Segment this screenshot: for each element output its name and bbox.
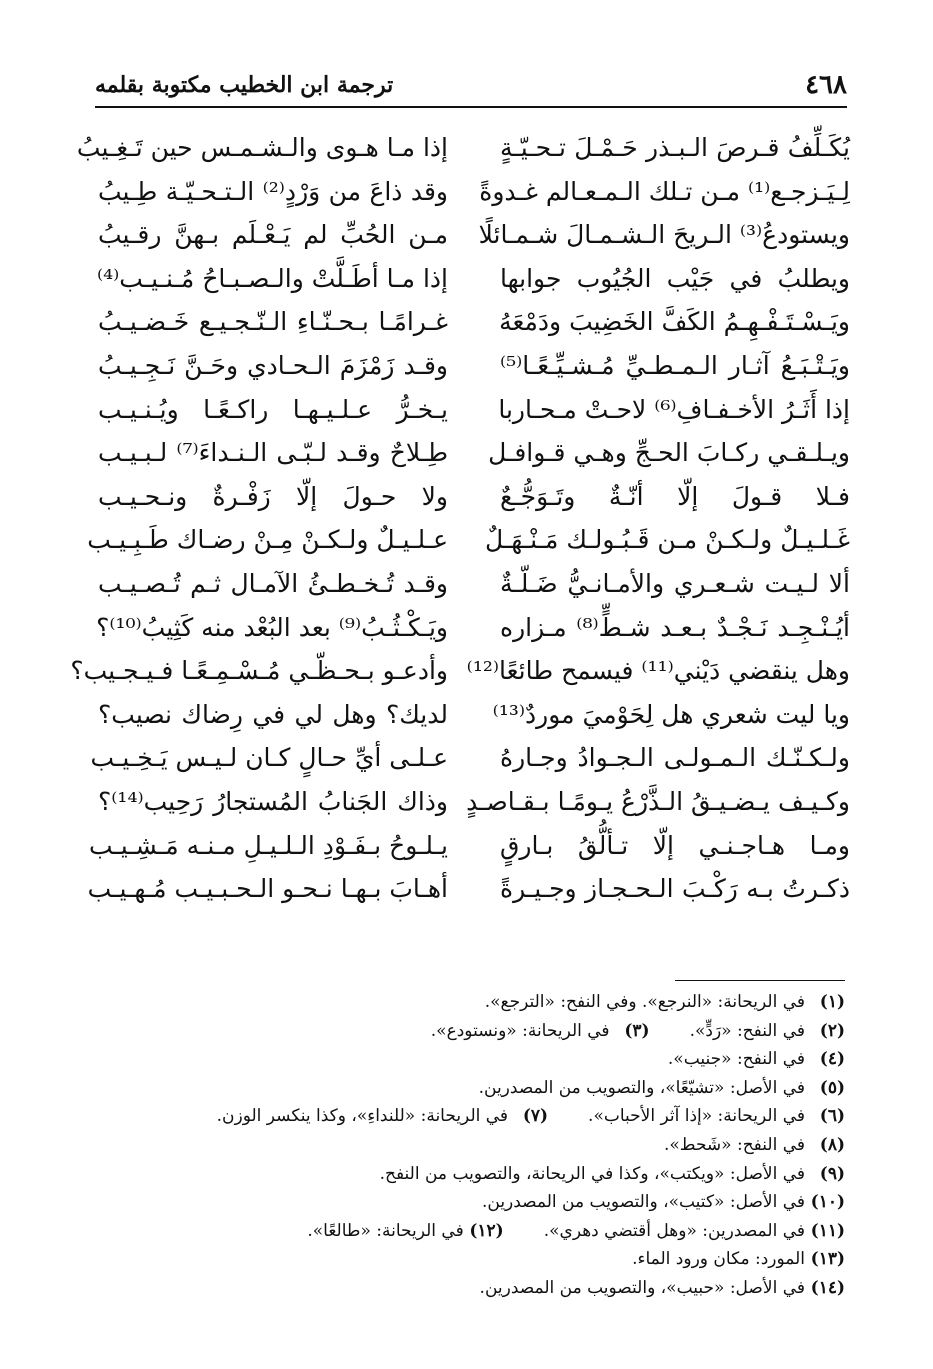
footnote-number: (٥) (819, 1077, 845, 1098)
verse-second-hemistich: مـن الحُبِّ لم يَـعْـلَم بـهنَّ رقـيبُ (98, 220, 448, 250)
verse-second-hemistich: إذا مـا أطَـلَّتْ والـصـبـاحُ مُـنـيـب⁽⁴⁾ (96, 263, 448, 293)
verse-first-hemistich: وهل ينقضي دَيْني⁽¹¹⁾ فيسمح طائعًا⁽¹²⁾ (466, 656, 850, 686)
verse-first-hemistich: إذا أَثَـرُ الأخـفـافِ⁽⁶⁾ لاحـتْ مـحـاربا (498, 394, 850, 424)
footnote-text: في النفح: «شَحط». (664, 1134, 805, 1155)
verse-second-hemistich: إذا مـا هـوى والـشـمـس حين تَـغِـيبُ (76, 133, 448, 162)
footnote-line (85, 1045, 845, 1074)
footnote-text: في النفح: «رَدٍّ». (689, 1020, 805, 1041)
verse-first-hemistich: ويا ليت شعري هل لِحَوْميَ موردٌ⁽¹³⁾ (492, 699, 850, 729)
verse-first-hemistich: ويَـتْـبَـعُ آثـار الـمـطـيِّ مُـشـيِّـعًـا⁽⁵⁾ (500, 351, 850, 380)
verse-first-hemistich: غَـلـيـلٌ ولـكـنْ مـن قَـبُـولـك مَـنْـهَـلٌ (485, 525, 850, 555)
page-number: ٤٦٨ (805, 70, 847, 100)
footnote-text: في الريحانة: «إذا آثر الأحباب». (588, 1106, 805, 1127)
footnote-number: (١٤) (810, 1277, 845, 1298)
footnote-text: في الريحانة: «ونستودع». (430, 1020, 610, 1041)
verse-first-hemistich: فـلا قـولَ إلّا أنّـةٌ وتَـوَجُّـعٌ (500, 481, 850, 511)
footnote-line (85, 988, 845, 1017)
footnote-text: في المصدرين: «وهل أقتضي دهري». (543, 1220, 805, 1241)
verse-second-hemistich: وقـد زَمْزَمَ الـحـادي وحَـنَّ نَـجِـيـبُ (98, 351, 448, 380)
footnote-number: (٤) (819, 1049, 845, 1070)
footnote-text: في الأصل: «حبيب»، والتصويب من المصدرين. (479, 1277, 805, 1298)
footnote-number: (١) (819, 992, 845, 1012)
footnote-line (85, 1188, 845, 1217)
verse-second-hemistich: غـرامًـا بـحـنّـاءِ الـنّـجـيـع خَـضـيـبُ (98, 307, 448, 337)
footnote-number: (٣) (624, 1020, 650, 1041)
verse-first-hemistich: ألا لـيـت شـعـري والأمـانـيُّ ضَـلّـةٌ (500, 569, 850, 598)
verse-row (87, 863, 850, 915)
footnote-number: (٨) (819, 1134, 845, 1155)
verse-first-hemistich: وكـيـف يـضـيـقُ الـذَّرْعُ يـومًـا بـقـاصـدٍ (466, 787, 850, 816)
verse-second-hemistich: ويَـكْـثُـبُ⁽⁹⁾ بعد البُعْد منه كَثِيبُ⁽¹⁰⁾؟ (96, 612, 448, 642)
verse-first-hemistich: ذكـرتُ بـه رَكْـبَ الـحـجـاز وجـيـرةً (500, 874, 850, 904)
running-title: ترجمة ابن الخطيب مكتوبة بقلمه (95, 72, 394, 98)
page-header (95, 66, 847, 106)
footnote-rule (675, 980, 845, 981)
verse-first-hemistich: ولـكـنّـك الـمـولـى الـجـوادُ وجـارهُ (500, 743, 850, 773)
verse-first-hemistich: أيُـنْـجِـد نَـجْـدٌ بـعـد شـطٍّ⁽⁸⁾ مـزاره (500, 612, 850, 642)
verse-first-hemistich: ويطلبُ في جَيْب الجُيُوب جوابها (500, 263, 850, 293)
header-rule (95, 106, 847, 108)
verse-second-hemistich: وقـد تُـخـطـئُ الآمـال ثـم تُـصـيـب (98, 569, 448, 598)
footnote-line (85, 1274, 845, 1303)
footnote-text: في الأصل: «ويكتب»، وكذا في الريحانة، والتصويب من النفح. (379, 1163, 805, 1184)
footnote-number: (٢) (819, 1020, 845, 1041)
verse-first-hemistich: ويَـسْـتَـفْـهِـمُ الكَفَّ الخَضِيبَ ودَمْعَهُ (499, 307, 850, 337)
footnote-line (85, 1074, 845, 1103)
verse-second-hemistich: أهـابَ بـهـا نـحـو الـحـبـيـب مُـهـيـب (87, 874, 448, 904)
verse-second-hemistich: طِـلاحٌ وقـد لـبّـى الـنـداءَ⁽⁷⁾ لـبـيـب (98, 438, 448, 468)
verse-second-hemistich: ولا حـولَ إلّا زَفْـرةٌ ونـحـيـب (98, 481, 448, 511)
footnote-text: في الريحانة: «طالعًا». (307, 1220, 464, 1241)
verse-second-hemistich: وأدعـو بـحـظّـي مُـسْـمِـعًـا فـيـجـيب؟ (70, 656, 448, 686)
verse-first-hemistich: ويستودعُ⁽³⁾ الـريحَ الـشـمـالَ شـمـائلًا (478, 220, 850, 250)
verse-first-hemistich: ومـا هـاجـنـي إلّا تـألُّقُ بـارقٍ (500, 830, 850, 860)
verse-second-hemistich: عـلـيـلٌ ولـكـنْ مِـنْ رضـاك طَـبِـيـب (87, 525, 448, 555)
verse-second-hemistich: وقد ذاعَ من وَرْدٍ⁽²⁾ الـتـحـيّـة طِـيبُ (98, 176, 448, 206)
footnote-line (85, 1160, 845, 1189)
footnote-text: في الأصل: «كتيب»، والتصويب من المصدرين. (481, 1192, 805, 1213)
verse-second-hemistich: يـخـرُّ عـلـيـهـا راكـعًـا ويُـنـيـب (98, 394, 448, 424)
verse-second-hemistich: يـلـوحُ بـفَـوْدِ الـلـيـلِ مـنـه مَـشِـيـب (88, 830, 448, 860)
footnote-number: (١٠) (810, 1192, 845, 1213)
footnote-number: (٧) (522, 1106, 549, 1127)
footnote-number: (٩) (819, 1163, 845, 1184)
footnote-text: في النفح: «جنيب». (667, 1049, 805, 1070)
footnote-number: (١٣) (810, 1249, 845, 1270)
verse-second-hemistich: لديك؟ وهل لي في رِضاك نصيب؟ (98, 699, 448, 729)
verse-first-hemistich: لِـيَـزجـع⁽¹⁾ مـن تـلك الـمـعـالم غـدوةً (479, 176, 850, 206)
poem (70, 122, 850, 922)
footnote-text: في الريحانة: «النرجع». وفي النفح: «الترجع». (484, 992, 805, 1012)
footnote-line (85, 1217, 845, 1246)
verse-first-hemistich: ويـلـقـي ركـابَ الحـجِّ وهـي قـوافـل (488, 438, 850, 468)
verse-first-hemistich: يُكَـلِّفُ قـرصَ الـبـذر حَـمْـلَ تـحـيّـةٍ (500, 133, 850, 162)
footnote-line (85, 1017, 845, 1046)
footnote-number: (١٢) (469, 1220, 504, 1241)
footnote-text: المورد: مكان ورود الماء. (632, 1249, 805, 1270)
footnote-text: في الريحانة: «للنداءِ»، وكذا ينكسر الوزن. (216, 1106, 509, 1127)
footnote-line (85, 1131, 845, 1160)
footnote-line (85, 1245, 845, 1274)
footnote-number: (١١) (810, 1220, 845, 1241)
verse-second-hemistich: وذاك الجَنابُ المُستجارُ رَحِيب⁽¹⁴⁾؟ (98, 787, 448, 816)
footnote-number: (٦) (819, 1106, 845, 1127)
footnote-text: في الأصل: «تشيّعًا»، والتصويب من المصدرين. (478, 1077, 805, 1098)
footnote-line (85, 1102, 845, 1131)
verse-second-hemistich: عـلـى أيِّ حـالٍ كـان لـيـس يَـخِـيـب (90, 743, 448, 773)
footnotes (85, 988, 845, 1303)
